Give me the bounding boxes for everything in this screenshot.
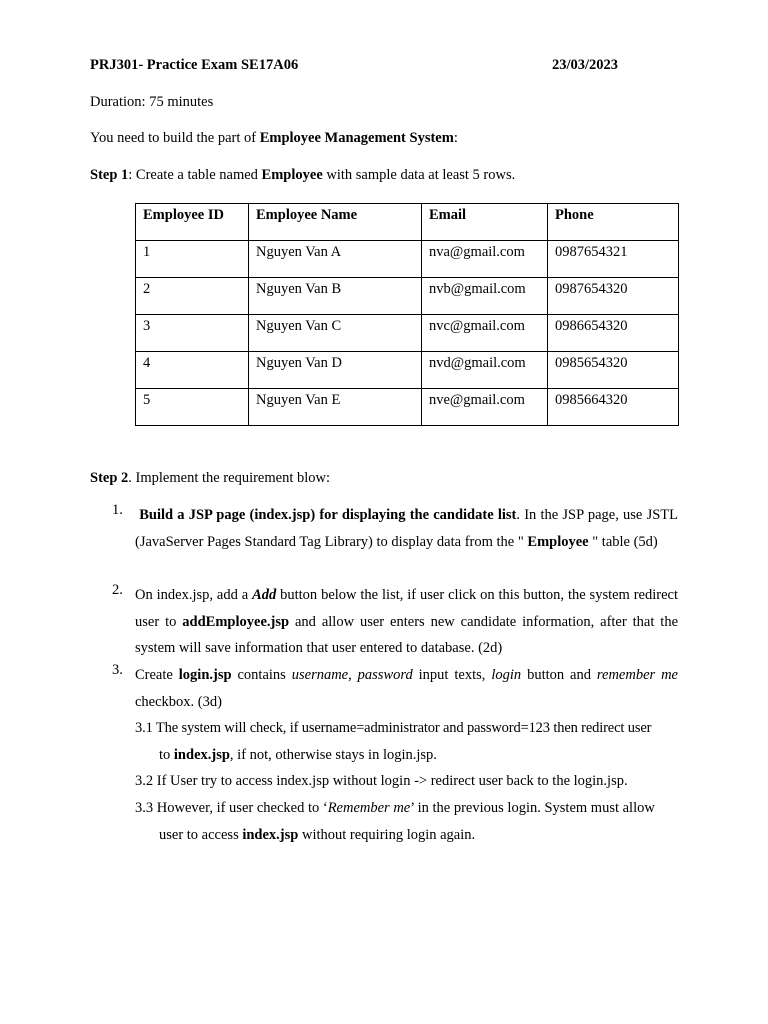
table-row <box>136 315 679 352</box>
cell-email: nvc@gmail.com <box>422 315 548 352</box>
step2-line: Step 2. Implement the requirement blow: <box>90 470 331 486</box>
cell-name: Nguyen Van C <box>249 315 422 352</box>
col-header-phone: Phone <box>548 204 679 241</box>
intro-line: You need to build the part of Employee Management System: <box>90 130 458 146</box>
table-row <box>136 389 679 426</box>
sub-3-2-line: 3.2 If User try to access index.jsp without login -> redirect user back to the login.jsp. <box>135 773 628 789</box>
cell-email: nvd@gmail.com <box>422 352 548 389</box>
req2-text: On index.jsp, add a Add button below the list, if user click on this button, the system redirect user to addEmployee.jsp and allow user enters new candidate information, after that the system will save information that user entered to database. (2d) <box>135 587 678 657</box>
col-header-email: Email <box>422 204 548 241</box>
cell-email: nve@gmail.com <box>422 389 548 426</box>
cell-id: 1 <box>136 241 249 278</box>
table-row <box>136 278 679 315</box>
sub-3-3-line1: 3.3 However, if user checked to ‘Remember me’ in the previous login. System must allow <box>135 800 655 816</box>
employee-table <box>135 203 679 426</box>
cell-id: 5 <box>136 389 249 426</box>
table-row <box>136 352 679 389</box>
sub-3-3-line2: user to access index.jsp without requiring login again. <box>159 826 476 843</box>
sub-3-1-line1: 3.1 The system will check, if username=administrator and password=123 then redirect user <box>135 720 652 736</box>
req1-text: Build a JSP page (index.jsp) for displaying the candidate list. In the JSP page, use JSTL (JavaServer Pages Standard Tag Library) to display data from the " Employee " table (5d) <box>135 507 678 550</box>
cell-email: nva@gmail.com <box>422 241 548 278</box>
table-row <box>136 241 679 278</box>
cell-id: 3 <box>136 315 249 352</box>
req2-number: 2. <box>112 582 123 598</box>
cell-name: Nguyen Van A <box>249 241 422 278</box>
cell-phone: 0985664320 <box>548 389 679 426</box>
cell-phone: 0987654321 <box>548 241 679 278</box>
table-header-row <box>136 204 679 241</box>
step1-line: Step 1: Create a table named Employee with sample data at least 5 rows. <box>90 167 516 183</box>
exam-date: 23/03/2023 <box>552 57 619 73</box>
col-header-name: Employee Name <box>249 204 422 241</box>
cell-name: Nguyen Van D <box>249 352 422 389</box>
cell-id: 2 <box>136 278 249 315</box>
duration: Duration: 75 minutes <box>90 94 214 110</box>
cell-id: 4 <box>136 352 249 389</box>
sub-3-1-line2: to index.jsp, if not, otherwise stays in login.jsp. <box>159 746 437 763</box>
cell-email: nvb@gmail.com <box>422 278 548 315</box>
cell-phone: 0987654320 <box>548 278 679 315</box>
req1-number: 1. <box>112 502 123 518</box>
cell-phone: 0986654320 <box>548 315 679 352</box>
req3-text: Create login.jsp contains username, password input texts, login button and remember me checkbox. (3d) <box>135 667 678 710</box>
cell-name: Nguyen Van E <box>249 389 422 426</box>
sub-item-3-3 <box>135 795 680 848</box>
cell-name: Nguyen Van B <box>249 278 422 315</box>
sub-item-3-1 <box>135 715 680 768</box>
req3-number: 3. <box>112 662 123 678</box>
cell-phone: 0985654320 <box>548 352 679 389</box>
sub-item-3-2 <box>135 768 680 795</box>
col-header-id: Employee ID <box>136 204 249 241</box>
exam-title: PRJ301- Practice Exam SE17A06 <box>90 57 299 73</box>
